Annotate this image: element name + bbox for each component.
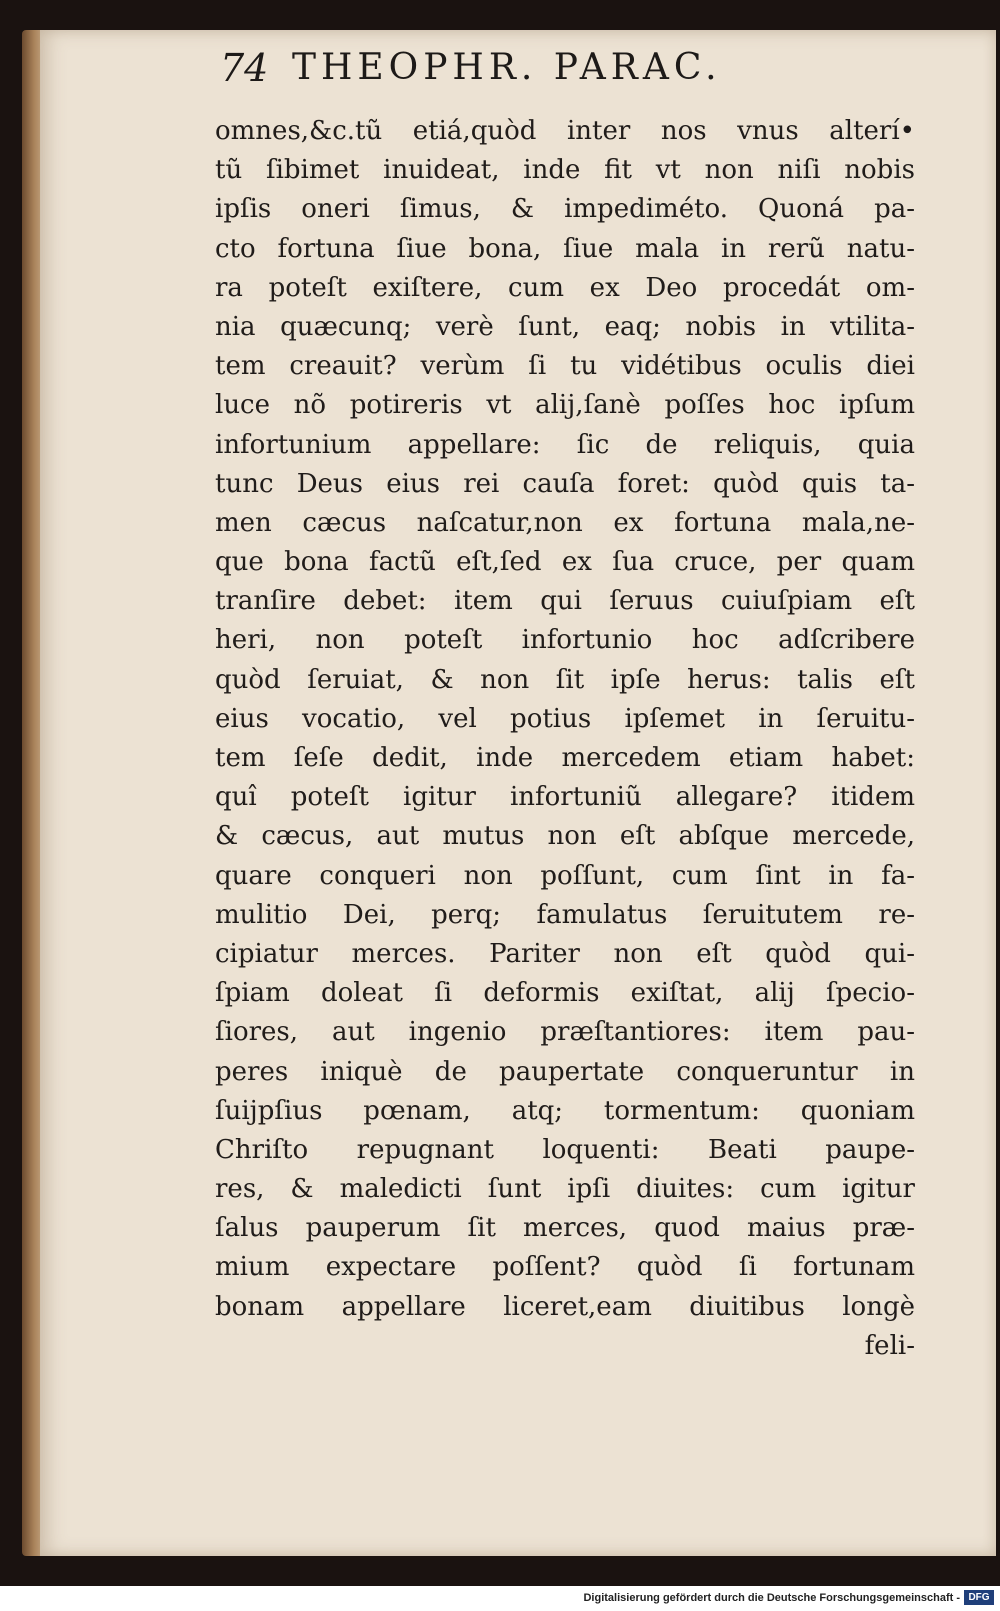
page-number: 74 xyxy=(220,46,269,90)
dfg-logo: DFG xyxy=(964,1590,994,1605)
running-head-title: THEOPHR. PARAC. xyxy=(292,47,722,88)
text-line: quî poteſt igitur infortuniũ allegare? itidem xyxy=(215,782,915,813)
text-line: omnes,&c.tũ etiá,quòd inter nos vnus alterí• xyxy=(215,116,915,146)
text-line: bonam appellare liceret,eam diuitibus longè xyxy=(215,1291,915,1322)
text-line: heri, non poteſt infortunio hoc adſcribere xyxy=(215,625,915,656)
text-line: Chriſto repugnant loquenti: Beati paupe- xyxy=(215,1134,915,1165)
text-line: ſiores, aut ingenio præſtantiores: item pau- xyxy=(215,1017,915,1048)
text-line: men cæcus naſcatur,non ex fortuna mala,ne- xyxy=(215,507,915,538)
text-line: cipiatur merces. Pariter non eſt quòd qui- xyxy=(215,938,915,969)
text-line: eius vocatio, vel potius ipſemet in ſeruitu- xyxy=(215,703,915,734)
text-line: & cæcus, aut mutus non eſt abſque mercede, xyxy=(215,821,915,852)
text-line: cto fortuna ſiue bona, ſiue mala in rerũ natu- xyxy=(215,233,915,264)
text-line: mium expectare poſſent? quòd ſi fortunam xyxy=(215,1252,915,1283)
text-line: ſalus pauperum ſit merces, quod maius præ- xyxy=(215,1213,915,1244)
text-line: res, & maledicti ſunt ipſi diuites: cum igitur xyxy=(215,1174,915,1205)
running-head xyxy=(220,40,920,100)
body-text xyxy=(215,112,915,1366)
text-line: ra poteſt exiſtere, cum ex Deo procedát om- xyxy=(215,272,915,303)
footer-bar xyxy=(0,1586,1000,1611)
text-line: tũ ſibimet inuideat, inde fit vt non niſi nobis xyxy=(215,155,915,186)
text-line: quòd ſeruiat, & non ſit ipſe herus: talis eſt xyxy=(215,664,915,695)
funding-notice: Digitalisierung gefördert durch die Deutsche Forschungsgemeinschaft - xyxy=(583,1592,960,1604)
text-line: tunc Deus eius rei cauſa foret: quòd quis ta- xyxy=(215,468,915,499)
text-line: mulitio Dei, perq; famulatus ſeruitutem re- xyxy=(215,899,915,930)
text-line: que bona factũ eſt,ſed ex ſua cruce, per quam xyxy=(215,547,915,578)
text-line: peres iniquè de paupertate conqueruntur in xyxy=(215,1056,915,1087)
text-line: infortunium appellare: ſic de reliquis, quia xyxy=(215,429,915,460)
text-line: luce nõ potireris vt alij,ſanè poſſes hoc ipſum xyxy=(215,390,915,421)
text-line: ſuijpſius pœnam, atq; tormentum: quoniam xyxy=(215,1095,915,1126)
text-line: tem ſeſe dedit, inde mercedem etiam habet: xyxy=(215,743,915,773)
text-line: quare conqueri non poſſunt, cum ſint in fa- xyxy=(215,860,915,891)
catchword: feli- xyxy=(864,1330,915,1361)
text-line: tem creauit? verùm ſi tu vidétibus oculis diei xyxy=(215,351,915,382)
text-line: ipſis oneri ſimus, & impediméto. Quoná pa- xyxy=(215,194,915,225)
text-line: nia quæcunq; verè ſunt, eaq; nobis in vtilita- xyxy=(215,311,915,342)
text-line: ſpiam doleat ſi deformis exiſtat, alij ſpecio- xyxy=(215,978,915,1009)
text-line: tranſire debet: item qui ſeruus cuiuſpiam eſt xyxy=(215,586,915,617)
